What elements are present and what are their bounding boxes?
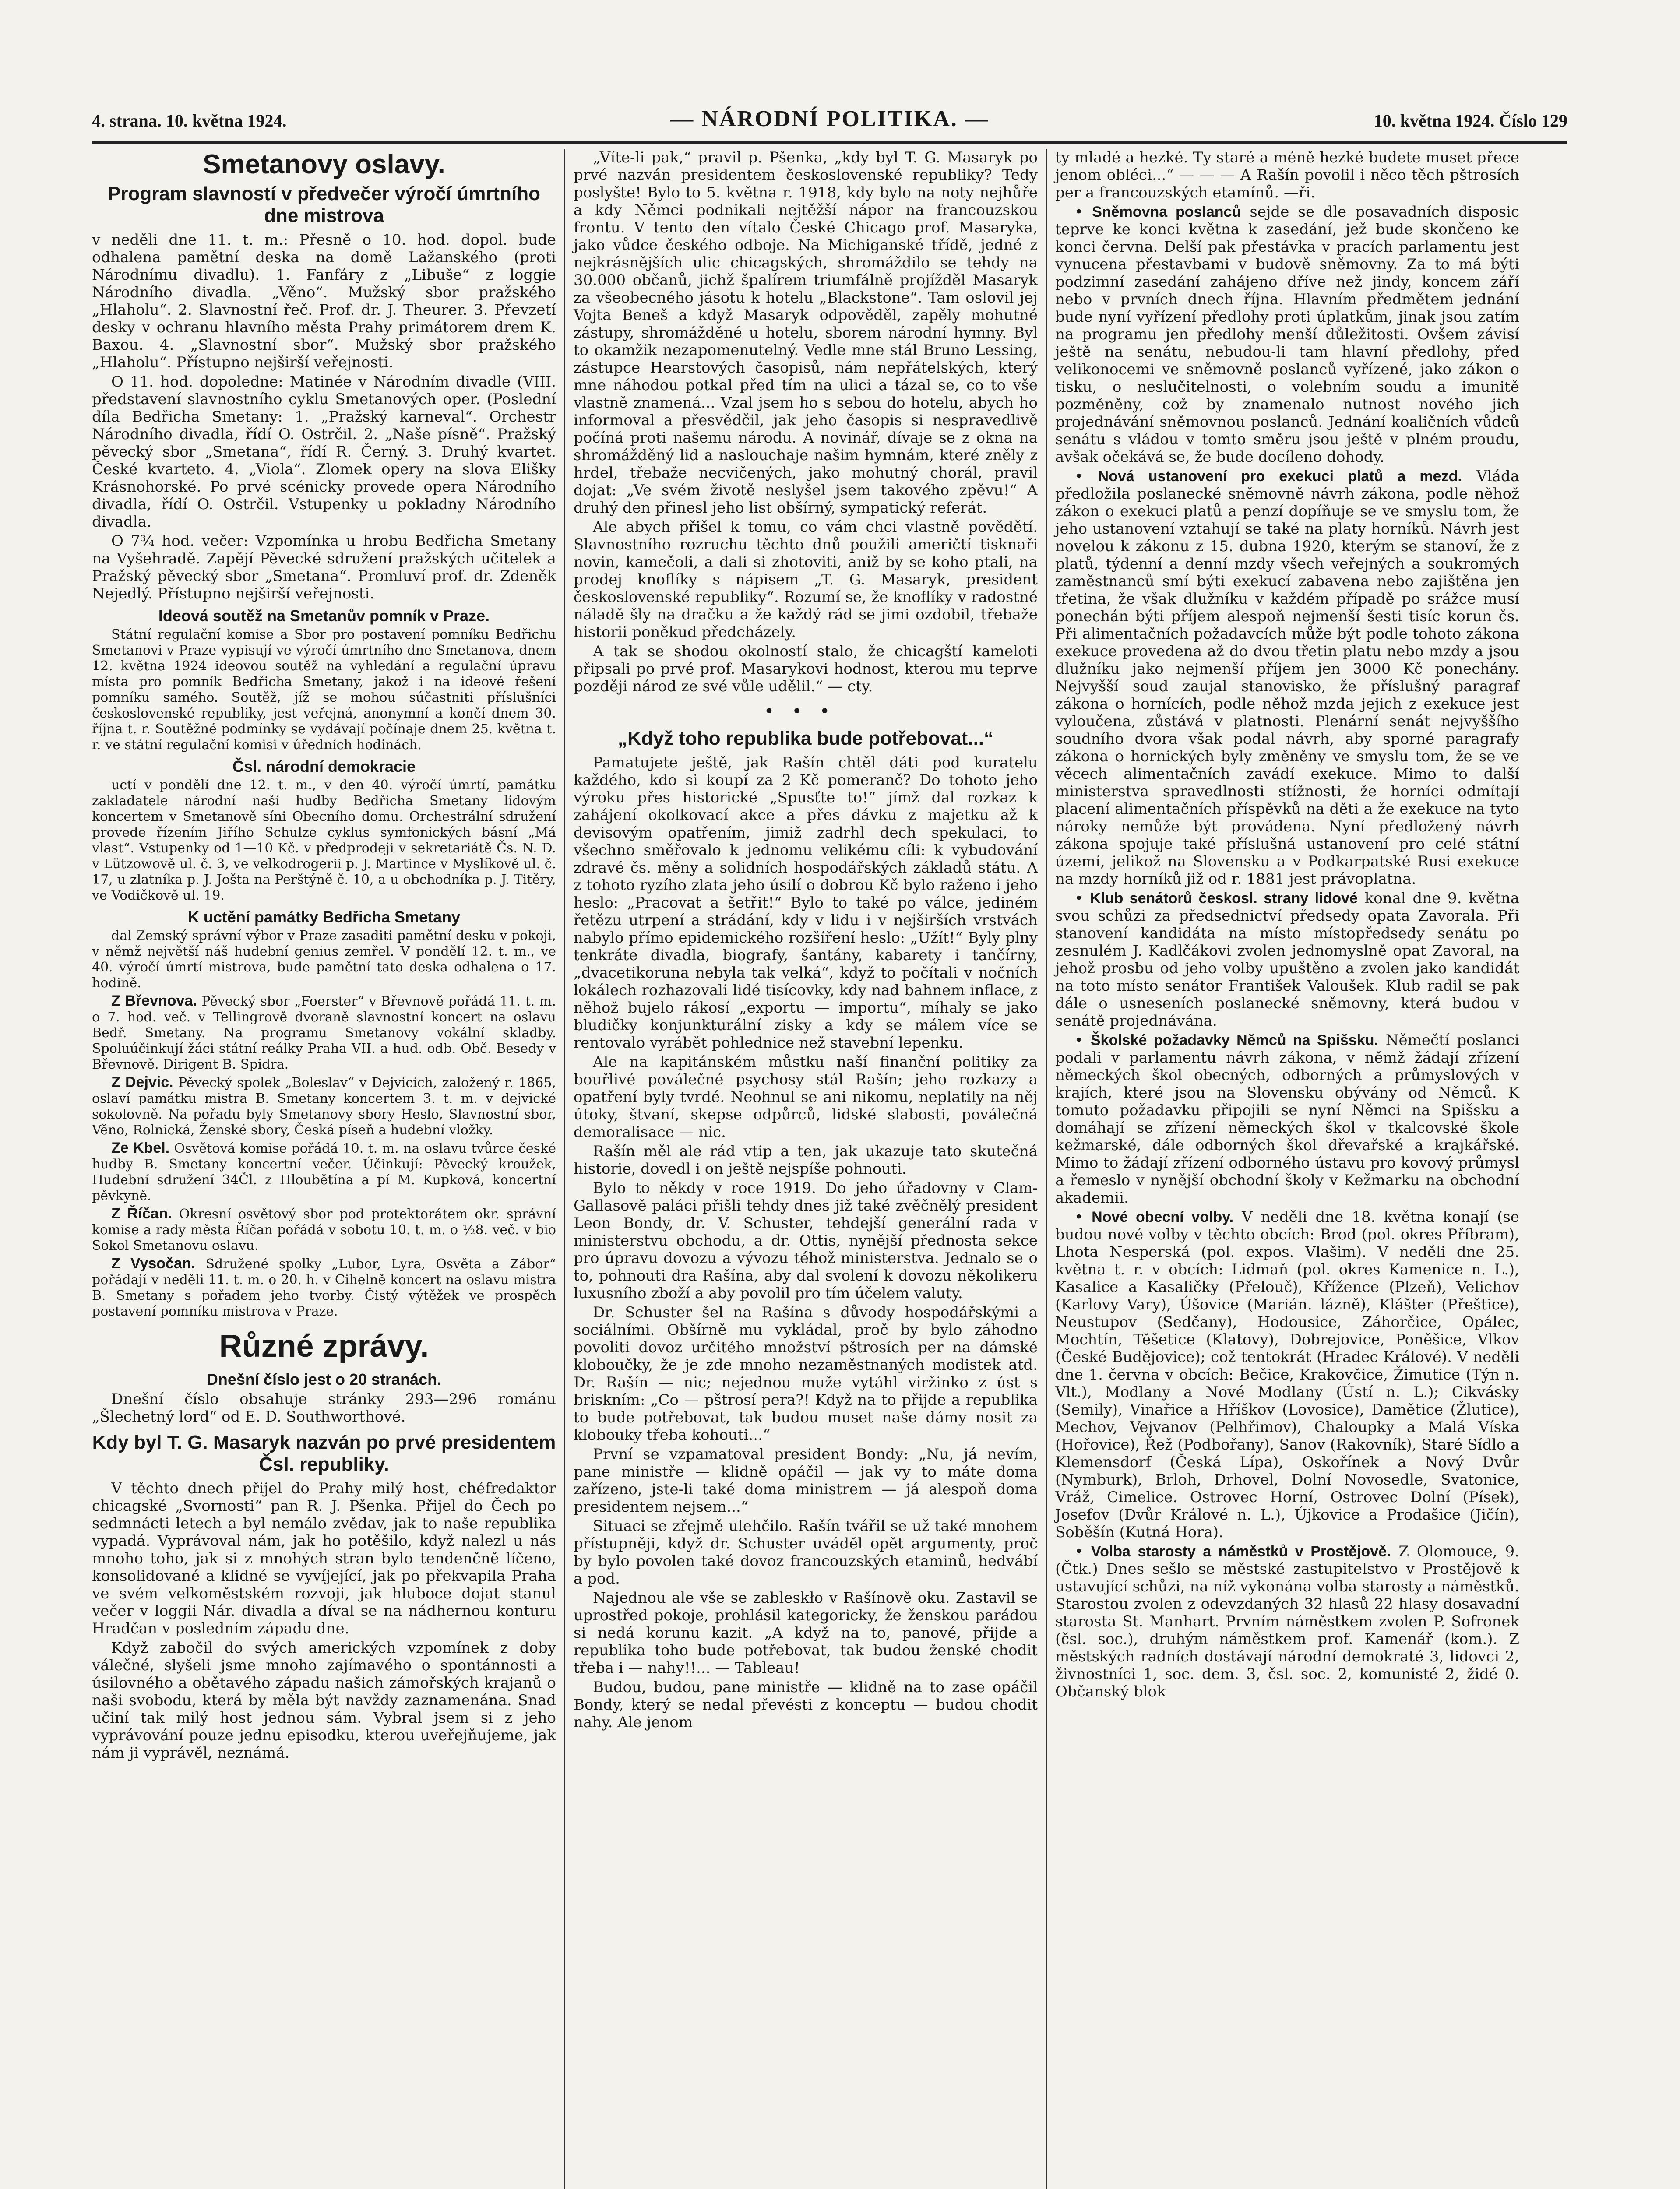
article-subtitle-smetana: Program slavností v předvečer výročí úmrtního dne mistrova [108, 183, 540, 226]
section-heading: Ideová soutěž na Smetanův pomník v Praze. [158, 607, 490, 625]
paragraph: Dr. Schuster šel na Rašína s důvody hospodářskými a sociálními. Obšírně mu vykládal, proč by bylo záhodno povoliti dovoz určitého množství pštrosích per na dámské kloboučky, že je zde mnoho nezaměstnaných modistek atd. Dr. Rašín — nic; nejednou muže vytáhl viržinko z úst s briskním: „Co — pštrosí pera?! Když na to přijde a republika to bude potřebovat, tak budou muset naše dámy nosit za klobouky třeba kohouti...“ [574, 1304, 1038, 1444]
paragraph: První se vzpamatoval president Bondy: „Nu, já nevím, pane ministře — klidně opáčil — jak vy to máte doma zařízeno, jste-li také doma ministrem — já alespoň doma presidentem nejsem...“ [574, 1446, 1038, 1516]
paragraph: O 11. hod. dopoledne: Matinée v Národním divadle (VIII. představení slavnostního cyklu Smetanových oper. (Poslední díla Bedřicha Smetany: 1. „Pražský karneval“. Orchestr Národního divadla, řídí O. Ostrčil. 2. „Naše písně“. Pražský pěvecký sbor „Smetana“, řídí R. Černý. 3. Druhý kvartet. České kvarteto. 4. „Viola“. Zlomek opery na slova Elišky Krásnohorské. Po prvé scénicky provede opera Národního divadla, řídí O. Ostrčil. Vstupenky u pokladny Národního divadla. [92, 373, 556, 531]
news-lead: Klub senátorů českosl. strany lidové [1090, 890, 1358, 907]
paragraph-text: Vláda předložila poslanecké sněmovně návrh zákona, podle něhož zákon o exekuci platů a penzí dopíňuje se ve smyslu tom, že jeho ustanovení vztahují se také na platy horníků. Návrh jest novelou k zákonu z 15. dubna 1920, kterým se stanoví, že z platů, týdenní a denní mzdy všech veřejných a soukromých zaměstnanců smí býti exekucí zabavena nebo zajištěna jen třetina, že však dlužníku v každém případě po srážce musí ponechán býti příjem alespoň nejmenší šesti tisíc korun čs. Při alimentačních požadavcích může být podle tohoto zákona exekuce provedena až do dvou třetin platu nebo mzdy a jsou dlužníku jako nejmenší příjem jen 3000 Kč ponechány. Nejvyšší soud zaujal stanovisko, že příslušný paragraf zákona o hornících, podle něhož mzda jejich z exekuce jest vyloučena, zůstává v platnosti. Plenární senát nejvyššího soudního dvora však podal návrh, aby sporné paragrafy zákona o hornických byly změněny ve smyslu tom, že se ve věcech alimentačních zavádí exekuce. Mimo to další ministerstva spravedlnosti stížnosti, že horníci odmítají placení alimentačních příspěvků na děti a že exekuce na tyto nároky nemůže být provádena. Nyní předložený návrh zákona spojuje také příslušná ustanovení pro celé státní území, jelikož na Slovensku a v Podkarpatské Rusi exekuce na mzdy horníků již od r. 1881 jest právoplatna. [1055, 468, 1519, 888]
header-issue-right: 10. května 1924. Číslo 129 [1374, 111, 1567, 130]
paragraph: Pamatujete ještě, jak Rašín chtěl dáti pod kuratelu každého, kdo si koupí za 2 Kč pomeranč? Do tohoto jeho výroku přes historické „Spusťte to!“ jímž dal rozkaz k zahájení okolkovací akce a přes dávku z majetku až k devisovým opatřením, jimiž zadrhl dech spekulaci, to všechno směřovalo k jednomu velikému cíli: k vybudování zdravé čs. měny a solidních hospodářských základů státu. A z tohoto ryzího zlata jeho úsilí o dobrou Kč bylo raženo i jeho heslo: „Pracovat a šetřit!“ Bylo to také po válce, jediném řetězu utrpení a strádání, kdy v lidu i v nejširších vrstvách nabylo přímo epidemického rozšíření heslo: „Užít!“ Byly plny tenkráte divadla, biografy, šantány, kabarety i tančírny, „dvacetikoruna nebyla tak velká“, když to počítali v nočních lokálech rozhazovali lidé tisícovky, kdy nad bahnem inflace, z něhož bujelo rákosí „exportu — importu“, míhaly se jako bludičky konjunkturální zisky a kdy se málem více se rentovalo vyrábět pohlednice než stavební lepenku. [574, 754, 1038, 1052]
paragraph-text: Němečtí poslanci podali v parlamentu návrh zákona, v němž žádají zřízení německých škol obecných, odborných a průmyslových v krajích, které jsou na Slovensku obývány od Němců. K tomuto požadavku připojili se nyní Němci na Spišsku a domáhají se zřízení německých škol v tkalcovské škole kežmarské, dále odborných škol dřevařské a krajkářské. Mimo to žádají zřízení odborného ústavu pro kovový průmysl a řemeslo v nynější obchodní školy v Kežmarku na obchodní akademii. [1055, 1031, 1519, 1207]
paragraph: Bylo to někdy v roce 1919. Do jeho úřadovny v Clam-Gallasově paláci přišli tehdy dnes již také zvěčnělý president Leon Bondy, dr. V. Schuster, tehdejší generální rada v ministerstvu obchodu, a dr. Ottis, nynější přednosta sekce pro úpravu dovozu a vývozu téhož ministerstva. Jednalo se o to, pohnouti dra Rašína, aby dal svolení k dovozu několikeru luxusního zboží a aby povolil pro tím účelem valuty. [574, 1179, 1038, 1302]
page-header [92, 102, 1567, 144]
section-title-news: Různé zprávy. [219, 1329, 429, 1364]
paragraph-text: Pěvecký spolek „Boleslav“ v Dejvicích, založený r. 1865, oslaví památku mistra B. Smetany koncertem 3. t. m. v dejvické sokolovně. Na pořadu byly Smetanovy sbory Heslo, Slavnostní sbor, Věno, Rolnická, Ženské sbory, Česká píseň a hudební vložky. [92, 1075, 556, 1138]
paragraph-text: Osvětová komise pořádá 10. t. m. na oslavu tvůrce české hudby B. Smetany koncertní večer. Účinkují: Pěvecký kroužek, Hudební sdružení 34Čl. z Hloubětína a pí M. Kupková, koncertní pěvkyně. [92, 1141, 556, 1204]
paragraph: Dnešní číslo obsahuje stránky 293—296 románu „Šlechetný lord“ od E. D. Southworthové. [92, 1390, 556, 1425]
column-2 [574, 149, 1038, 1733]
paragraph: A tak se shodou okolností stalo, že chicagští kameloti připsali po prvé prof. Masarykovi hodnost, kterou mu teprve později národ ze své vůle udělil.“ — cty. [574, 643, 1038, 695]
news-lead: Nová ustanovení pro exekuci platů a mezd. [1098, 468, 1462, 485]
paragraph-text: konal dne 9. května svou schůzi za předsednictví předsedy opata Zavorala. Při stanovení kandidáta na místo místopředsedy senátu po zesnulém J. Kadlčákovi zvolen jednomyslně opat Zavoral, na jehož prosbu od jeho volby upuštěno a zvolen jako kandidát na toto místo senátor František Valoušek. Klub radil se pak dále o usneseních poslanecké sněmovny, která budou v senátě projednávána. [1055, 890, 1519, 1030]
paragraph: Ale na kapitánském můstku naší finanční politiky za bouřlivé poválečné psychosy stál Rašín; jeho rozkazy a opatření byly tvrdé. Neohnul se ani nikomu, neplatily na něj útoky, štvaní, skepse odpůrců, lidské slabosti, poválečná demoralisace — nic. [574, 1053, 1038, 1141]
paragraph: v neděli dne 11. t. m.: Přesně o 10. hod. dopol. bude odhalena pamětní deska na domě Lažanského (proti Národnímu divadlu). 1. Fanfáry z „Libuše“ z loggie Národního divadla. „Věno“. Mužský sbor pražského „Hlaholu“. 2. Slavnostní řeč. Prof. dr. J. Theurer. 3. Převzetí desky v ochranu hlavního města Prahy primátorem drem K. Baxou. 4. „Slavnostní sbor“. Mužský sbor pražského „Hlaholu“. Přístupno nejširší veřejnosti. [92, 231, 556, 371]
section-heading: Čsl. národní demokracie [232, 757, 416, 775]
paragraph: Ale abych přišel k tomu, co vám chci vlastně povědětí. Slavnostního rozruchu těchto dnů použili američtí tisknaři novin, kamečoli, a dali si zhotoviti, aniž by se koho ptali, na prodej knoflíky s nápisem „T. G. Masaryk, president československé republiky“. Rozumí se, že knoflíky v radostné náladě šly na dračku a že každý rád se jimi ozdobil, třebaže historii poněkud předcházely. [574, 518, 1038, 641]
paragraph: Situaci se zřejmě ulehčilo. Rašín tvářil se už také mnohem přístupněji, když dr. Schuster uváděl opět argumenty, proč by bylo povolen také dovoz francouzských etaminů, hedvábí a pod. [574, 1517, 1038, 1587]
news-notice: Dnešní číslo jest o 20 stranách. [206, 1370, 442, 1388]
paragraph: V těchto dnech přijel do Prahy milý host, chéfredaktor chicagské „Svornosti“ pan R. J. Pšenka. Přijel do Čech po sedmnácti letech a byl nemálo zvědav, jak to naše republika vypadá. Vyprávoval nám, jak ho potěšilo, když nalezl u nás mnoho toho, jak si z mnohých stran bylo tendenčně líčeno, konsolidované a klidné se vyvíjející, jak po překvapila Praha ve svém velkoměstském rozvoji, jak hluboce dojat stanul večer v loggii Nár. divadla a díval se na nádhernou konturu Hradčan v posledním západu dne. [92, 1480, 556, 1637]
section-lead: Z Břevnova. [111, 992, 197, 1009]
news-lead: Sněmovna poslanců [1092, 204, 1241, 220]
column-divider [1046, 149, 1047, 2189]
paragraph-text: Okresní osvětový sbor pod protektorátem okr. správní komise a rady města Říčan pořádá v sobotu 10. t. m. o ½8. več. v bio Sokol Smetanovu oslavu. [92, 1207, 556, 1253]
separator-dots: ••• [764, 701, 848, 721]
masthead-title: — NÁRODNÍ POLITIKA. — [670, 106, 989, 131]
news-lead: Volba starosty a náměstků v Prostějově. [1091, 1543, 1391, 1560]
paragraph: Rašín měl ale rád vtip a ten, jak ukazuje tato skutečná historie, dovedl i on ještě nejspíše pohnouti. [574, 1143, 1038, 1178]
paragraph: Najednou ale vše se zableskło v Rašínově oku. Zastavil se uprostřed pokoje, prohlásil kategoricky, že ženskou parádou si nedá korunu kazit. „A když na to, panové, přijde a republika toho bude potřebovat, tak budou ženské chodit třeba i — nahy!!... — Tableau! [574, 1589, 1038, 1677]
paragraph: dal Zemský správní výbor v Praze zasaditi pamětní desku v pokoji, v němž největší náš hudební genius zemřel. V pondělí 12. t. m., ve 40. výročí úmrtí mistrova, bude pamětní tato deska odhalena o 17. hodině. [92, 928, 556, 991]
paragraph: uctí v pondělí dne 12. t. m., v den 40. výročí úmrtí, památku zakladatele národní naší hudby Bedřicha Smetany lidovým koncertem v Smetanově síni Obecního domu. Orchestrální sdružení provede řízením Jiřího Schulze cyklus symfonických básní „Má vlast“. Vstupenky od 1—10 Kč. v předprodeji v sekretariátě Čs. N. D. v Lützowově ul. č. 3, ve velkodrogerii p. J. Martince v Myslíkově ul. č. 17, u zlatníka p. J. Jošta na Perštýně č. 10, a u obchodníka p. J. Titěry, ve Vodičkově ul. 19. [92, 778, 556, 903]
section-lead: Z Dejvic. [111, 1074, 173, 1091]
paragraph-text: sejde se dle posavadních disposic teprve ke konci května k zasedání, jež bude skončeno ke konci června. Delší pak přestávka v pracích parlamentu jest vynucena přestavbami v budově sněmovny. Za to má býti podzimní zasedání zahájeno dříve než jindy, koncem září nebo v prvních dnech října. Hlavním předmětem jednání bude nyní vyřízení předlohy proti úplatkům, jinak jsou zatím na programu jen předlohy menší důležitosti. Ovšem závisí ještě na senátu, nebudou-li tam hlavní předlohy, před velikonocemi ve sněmovně poslanců vyřízené, jako zákon o tisku, o neslučitelnosti, o volebním soudu a imunitě pozměněny, což by znamenalo nutnost nového jich projednávání sněmovnou poslanců. Jednání koaličních vůdců senátu s vládou v tomto směru jsou ještě v plném proudu, avšak očekává se, že bude docíleno dohody. [1055, 203, 1519, 466]
paragraph: Když zabočil do svých amerických vzpomínek z doby válečné, slyšeli jsme mnoho zajímavého o spontánnosti a úsilovného a obětavého západu našich zámořských krajanů o naši svobodu, která by měla být navždy zaznamenána. Snad učiní tak milý host jednou sám. Vybral jsem si z jeho vyprávování pouze jednu episodku, kterou uveřejňujeme, jak nám ji vyprávěl, neznámá. [92, 1639, 556, 1762]
paragraph: „Víte-li pak,“ pravil p. Pšenka, „kdy byl T. G. Masaryk po prvé nazván presidentem československé republiky? Tedy poslyšte! Bylo to 5. května r. 1918, kdy bylo na noty nejhůře a kdy Němci podnikali nejtěžší nápor na francouzskou frontu. V tento den vítalo České Chicago prof. Masaryka, jako vůdce českého odboje. Na Michiganské třídě, jedné z nejkrásnějších ulic chicagských, shromáždilo se tehdy na 30.000 občanů, jichž špalírem triumfálně projížděl Masaryk za všeobecného jásotu k hotelu „Blackstone“. Tam oslovil jej Vojta Beneš a když Masaryk odpověděl, zapěly mohutné zástupy, shromážděné u hotelu, sborem národní hymny. Byl to okamžik nezapomenutelný. Vedle mne stál Bruno Lessing, zástupce Hearstových časopisů, nám nepřátelských, který mne náhodou potkal před tím na ulici a tázal se, co to vše vlastně znamená... Vzal jsem ho s sebou do hotelu, abych ho informoval a přesvědčil, jak jeho časopis si nespravedlivě počíná proti našemu národu. A novinář, dívaje se z okna na shromážděný lid a naslouchaje našim hymnám, které zněly z hrdel, třebaže necvičených, jako mohutný chorál, pravil dojat: „Ve svém životě neslyšel jsem takového zpěvu!“ A druhý den přinesl jeho list obšírný, sympatický referát. [574, 149, 1038, 517]
column-1 [92, 149, 556, 1763]
article-title-rasin: „Když toho republika bude potřebovat...“ [617, 728, 994, 749]
paragraph-text: Z Olomouce, 9. (Čtk.) Dnes sešlo se městské zastupitelstvo v Prostějově k ustavující schůzi, na níž vykonána volba starosty a náměstků. Starostou zvolen z odevzdaných 32 hlasů 22 hlasy dosavadní starosta St. Manhart. Prvním náměstkem zvolen P. Sofronek (čsl. soc.), druhým náměstkem prof. Kamenář (kom.). Z městských radních dostávají národní demokraté 3, lidovci 2, živnostníci 1, soc. dem. 3, čsl. soc. 2, komunisté 2, židé 0. Občanský blok [1055, 1543, 1519, 1700]
article-title-masaryk: Kdy byl T. G. Masaryk nazván po prvé presidentem Čsl. republiky. [92, 1432, 556, 1475]
paragraph: O 7¾ hod. večer: Vzpomínka u hrobu Bedřicha Smetany na Vyšehradě. Zapějí Pěvecké sdružení pražských učitelek a Pražský pěvecký sbor „Smetana“. Promluví prof. dr. Zdeněk Nejedlý. Přístupno nejširší veřejnosti. [92, 532, 556, 602]
paragraph-text: V neděli dne 18. května konají (se budou nové volby v těchto obcích: Brod (pol. okres Příbram), Lhota Nesperská (pol. expos. Vlašim). V neděli dne 25. května t. r. v obcích: Lidmaň (pol. okres Kamenice n. L.), Kasalice a Kasaličky (Přelouč), Křížence (Plzeň), Velichov (Karlovy Vary), Úšovice (Marián. lázně), Klášter (Přeštice), Neustupov (Sedčany), Hodousice, Záhorčice, Opálec, Mochtín, Těšetice (Klatovy), Dobrejovice, Poněšice, Vlkov (České Budějovice); což tentokrát (Hradec Králové). V neděli dne 1. června v obcích: Bečice, Krakovčice, Žimutice (Týn n. Vlt.), Modlany a Nové Modlany (Ústí n. L.); Cikvásky (Semily), Vinařice a Hříškov (Lovosice), Damětice (Žlutice), Mechov, Vejvanov (Pelhřimov), Chaloupky a Malá Víska (Hořovice), Řež (Podbořany), Sanov (Rakovník), Staré Sídlo a Klemensdorf (Česká Lípa), Oskořínek a Nový Dvůr (Nymburk), Brloh, Drhovel, Dolní Novosedle, Svatonice, Vráž, Cimelice. Ostrovec Horní, Ostrovec Dolní (Písek), Josefov (Dvůr Králové n. L.), Újkovice a Prodašice (Jičín), Soběšín (Kutná Hora). [1055, 1208, 1519, 1541]
header-date-left: 4. strana. 10. května 1924. [92, 111, 287, 130]
section-heading: K uctění památky Bedřicha Smetany [187, 908, 461, 926]
paragraph-text: Sdružené spolky „Lubor, Lyra, Osvěta a Zábor“ pořádají v neděli 11. t. m. o 20. h. v Cihelně koncert na oslavu mistra B. Smetany s pořadem jeho tvorby. Čistý výtěžek ve prospěch postavení pomníku mistrova v Praze. [92, 1256, 556, 1319]
paragraph-text: Pěvecký sbor „Foerster“ v Břevnově pořádá 11. t. m. o 7. hod. več. v Tellingrově dvoraně slavnostní koncert na oslavu Bedř. Smetany. Na programu Smetanovy vokální skladby. Spoluúčinkují žáci státní reálky Praha VII. a hud. odb. Obč. Besedy v Břevnově. Dirigent B. Spidra. [92, 994, 556, 1072]
paragraph: Budou, budou, pane ministře — klidně na to zase opáčil Bondy, který se nedal převésti z konceptu — budou chodit nahy. Ale jenom [574, 1679, 1038, 1731]
section-lead: Z Říčan. [111, 1205, 172, 1222]
news-lead: Školské požadavky Němců na Spišsku. [1090, 1032, 1378, 1049]
section-lead: Ze Kbel. [111, 1140, 170, 1156]
paragraph: ty mladé a hezké. Ty staré a méně hezké budete muset přece jenom obléci...“ — — — A Rašín povolil i něco těch pštrosích per a francouzských etamínů. —ři. [1055, 149, 1519, 201]
paragraph: Státní regulační komise a Sbor pro postavení pomníku Bedřichu Smetanovi v Praze vypisují ve výročí úmrtního dne Smetanova, dnem 12. května 1924 ideovou soutěž na vyhledání a regulační úpravu místa pro pomník Bedřicha Smetany, jakož i na ideové řešení pomníku samého. Soutěž, jíž se mohou súčastniti příslušníci československé republiky, jest veřejná, anonymní a končí dnem 30. října t. r. Soutěžné podmínky se vydávají počínaje dnem 25. května t. r. ve státní regulační komisi v úředních hodinách. [92, 627, 556, 753]
section-lead: Z Vysočan. [111, 1255, 196, 1272]
column-divider [564, 149, 565, 2189]
news-lead: Nové obecní volby. [1092, 1209, 1234, 1225]
article-title-smetana: Smetanovy oslavy. [203, 149, 445, 179]
column-3: ty mladé a hezké. Ty staré a méně hezké budete muset přece jenom obléci...“ — — — A Rašín povolil i něco těch pštrosích per a francouzských etamínů. —ři. • Sněmovna poslanců sejde se dle posavadních disposic teprve ke konci května k zasedání, jež bude skončeno ke konci června. Delší pak přestávka v pracích parlamentu jest vynucena přestavbami v budově sněmovny. Za to má býti podzimní zasedání zahájeno dříve než jindy, koncem září nebo v prvních dnech října. Hlavním předmětem jednání bude nyní vyřízení předlohy proti úplatkům, jinak jsou zatím na programu jen předlohy menší důležitosti. Ovšem závisí ještě na senátu, nebudou-li tam hlavní předlohy, před velikonocemi ve sněmovně poslanců vyřízené, jako zákon o tisku, o neslučitelnosti, o volebním soudu a imunitě pozměněny, což by znamenalo nutnost nového jich projednávání sněmovnou poslanců. Jednání koaličních vůdců senátu s vládou v tomto směru jsou ještě v plném proudu, avšak očekává se, že bude docíleno dohody. • Nová ustanovení pro exekuci platů a mezd. Vláda předložila poslanecké sněmovně návrh zákona, podle něhož zákon o exekuci platů a penzí dopíňuje se ve smyslu tom, že jeho ustanovení vztahují se také na platy horníků. Návrh jest novelou k zákonu z 15. dubna 1920, kterým se stanoví, že z platů, týdenní a denní mzdy všech veřejných a soukromých zaměstnanců smí býti exekucí zabavena nebo zajištěna jen třetina, že však dlužníku v každém případě po srážce musí ponechán býti příjem alespoň nejmenší šesti tisíc korun čs. Při alimentačních požadavcích může být podle tohoto zákona exekuce provedena až do dvou třetin platu nebo mzdy a jsou dlužníku jako nejmenší příjem jen 3000 Kč ponechány. Nejvyšší soud zaujal stanovisko, že příslušný paragraf zákona o hornících, podle něhož mzda jejich z exekuce jest vyloučena, zůstává v platnosti. Plenární senát nejvyššího soudního dvora však podal návrh, aby sporné paragrafy zákona o hornických byly změněny ve smyslu tom, že se ve věcech alimentačních zavádí exekuce. Mimo to další ministerstva spravedlnosti stížnosti, že horníci odmítají placení alimentačních příspěvků na děti a že exekuce na tyto nároky nemůže být provádena. Nyní předložený návrh zákona spojuje také příslušná ustanovení pro celé státní území, jelikož na Slovensku a v Podkarpatské Rusi exekuce na mzdy horníků již od r. 1881 jest právoplatna. • Klub senátorů českosl. strany lidové konal dne 9. května svou schůzi za předsednictví předsedy opata Zavorala. Při stanovení kandidáta na místo místopředsedy senátu po zesnulém J. Kadlčákovi zvolen jednomyslně opat Zavoral, na jehož prosbu od jeho volby upuštěno a zvolen jako kandidát na toto místo senátor František Valoušek. Klub radil se pak dále o usneseních poslanecké sněmovny, která budou v senátě projednávána. • Školské požadavky Němců na Spišsku. Němečtí poslanci podali v parlamentu návrh zákona, v němž žádají zřízení německých škol obecných, odborných a průmyslových v krajích, které jsou na Slovensku obývány od Němců. K tomuto požadavku připojili se nyní Němci na Spišsku a domáhají se zřízení německých škol v tkalcovské škole kežmarské, dále odborných škol dřevařské a krajkářské. Mimo to žádají zřízení odborného ústavu pro kovový průmysl a řemeslo v nynější obchodní školy v Kežmarku na obchodní akademii. • Nové obecní volby. V neděli dne 18. května konají (se budou nové volby v těchto obcích: Brod (pol. okres Příbram), Lhota Nesperská (pol. expos. Vlašim). V neděli dne 25. května t. r. v obcích: Lidmaň (pol. okres Kamenice n. L.), Kasalice a Kasaličky (Přelouč), Křížence (Plzeň), Velichov (Karlovy Vary), Úšovice (Marián. lázně), Klášter (Přeštice), Neustupov (Sedčany), Hodousice, Záhorčice, Opálec, Mochtín, Těšetice (Klatovy), Dobrejovice, Poněšice, Vlkov (České Budějovice); což tentokrát (Hradec Králové). V neděli dne 1. června v obcích: Bečice, Krakovčice, Žimutice (Týn n. Vlt.), Modlany a Nové Modlany (Ústí n. L.); Cikvásky (Semily), Vinařice a Hříškov (Lovosice), Damětice (Žlutice), Mechov, Vejvanov (Pelhřimov), Chaloupky a Malá Víska (Hořovice), Řež (Podbořany), Sanov (Rakovník), Staré Sídlo a Klemensdorf (Česká Lípa), Oskořínek a Nový Dvůr (Nymburk), Brloh, Drhovel, Dolní Novosedle, Svatonice, Vráž, Cimelice. Ostrovec Horní, Ostrovec Dolní (Písek), Josefov (Dvůr Králové n. L.), Újkovice a Prodašice (Jičín), Soběšín (Kutná Hora). • Volba starosty a náměstků v Prostějově. Z Olomouce, 9. (Čtk.) Dnes sešlo se městské zastupitelstvo v Prostějově k ustavující schůzi, na níž vykonána volba starosty a náměstků. Starostou zvolen z odevzdaných 32 hlasů 22 hlasy dosavadní starosta St. Manhart. Prvním náměstkem zvolen P. Sofronek (čsl. soc.), druhým náměstkem prof. Kamenář (kom.). Z městských radních dostávají národní demokraté 3, lidovci 2, živnostníci 1, soc. dem. 3, čsl. soc. 2, komunisté 2, židé 0. Občanský blok [1055, 149, 1519, 1700]
